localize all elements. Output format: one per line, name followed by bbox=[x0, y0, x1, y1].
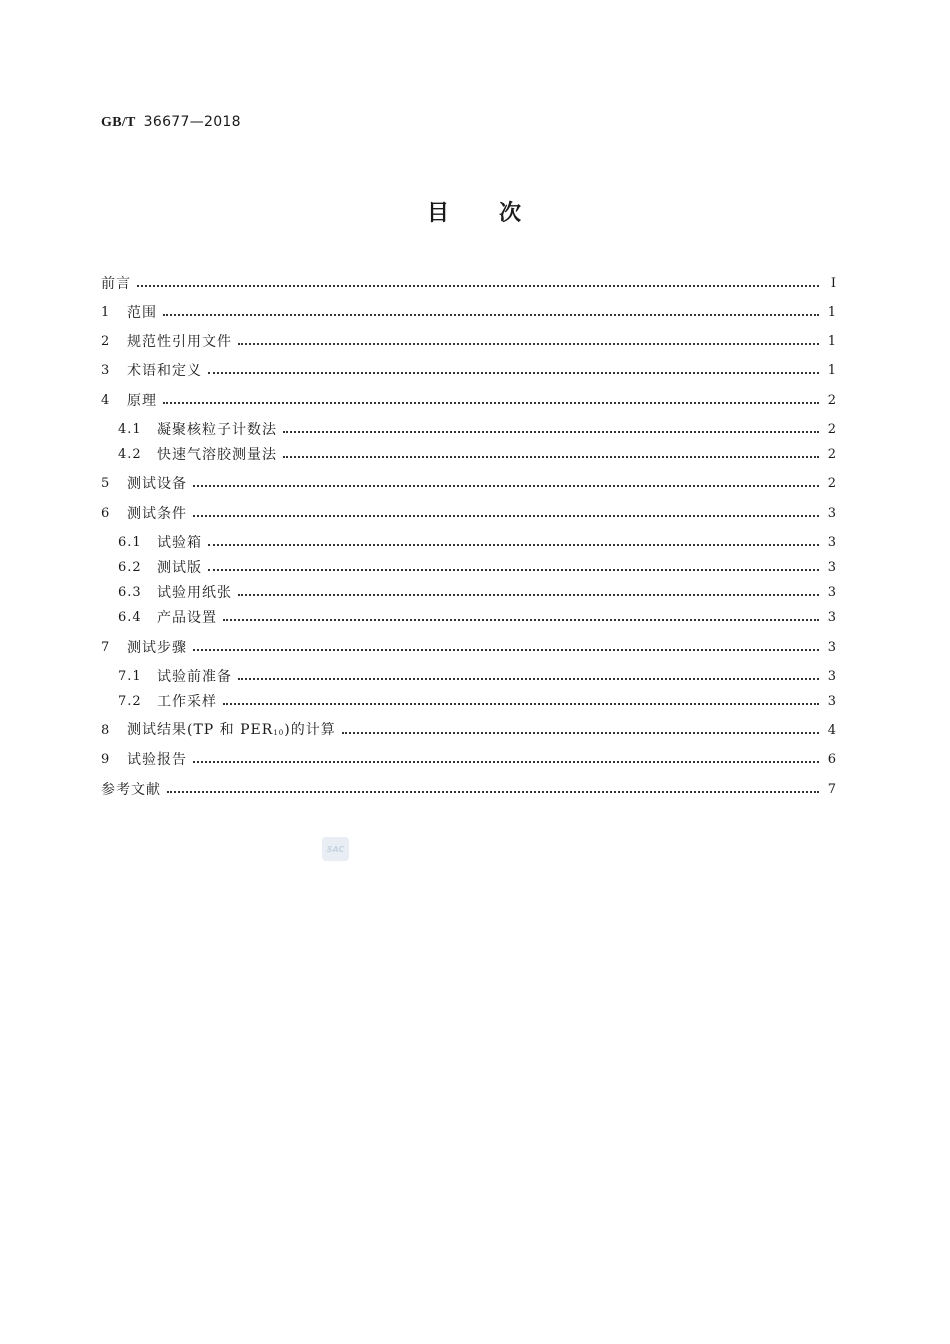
toc-entry[interactable] bbox=[101, 359, 837, 383]
toc-entry-label: 试验报告 bbox=[127, 752, 187, 768]
toc-entry-label: 试验前准备 bbox=[157, 669, 232, 685]
toc-dot-leader bbox=[238, 594, 819, 596]
toc-entry-label: 测试设备 bbox=[127, 476, 187, 492]
standard-code bbox=[101, 114, 241, 131]
toc-entry-page: 3 bbox=[827, 560, 837, 575]
toc-entry-page: 6 bbox=[827, 752, 837, 767]
toc-entry[interactable] bbox=[118, 531, 837, 555]
toc-entry-number: 5 bbox=[101, 476, 111, 491]
toc-entry[interactable] bbox=[101, 301, 837, 325]
toc-entry[interactable] bbox=[101, 389, 837, 413]
toc-entry-page: 3 bbox=[827, 640, 837, 655]
toc-dot-leader bbox=[208, 569, 819, 571]
toc-entry-number: 6.2 bbox=[118, 560, 142, 575]
toc-dot-leader bbox=[163, 314, 819, 316]
title-char-left: 目 bbox=[426, 201, 451, 226]
toc-entry-page: 2 bbox=[827, 422, 837, 437]
toc-entry-label: 测试条件 bbox=[127, 506, 187, 522]
toc-entry[interactable] bbox=[101, 502, 837, 526]
toc-entry-label: 规范性引用文件 bbox=[127, 334, 232, 350]
toc-entry[interactable] bbox=[118, 556, 837, 580]
toc-entry[interactable] bbox=[118, 581, 837, 605]
page-title bbox=[0, 196, 950, 227]
toc-entry[interactable] bbox=[101, 778, 837, 802]
toc-entry-page: 3 bbox=[827, 610, 837, 625]
toc-dot-leader bbox=[208, 372, 819, 374]
toc-entry-number: 7.1 bbox=[118, 669, 142, 684]
title-char-right: 次 bbox=[499, 201, 524, 226]
toc-dot-leader bbox=[342, 732, 819, 734]
standard-number: 36677—2018 bbox=[143, 114, 241, 130]
toc-entry-page: 1 bbox=[827, 334, 837, 349]
toc-entry-number: 9 bbox=[101, 752, 111, 767]
toc-entry-label: 术语和定义 bbox=[127, 363, 202, 379]
toc-entry-page: 1 bbox=[827, 305, 837, 320]
toc-entry-label: 工作采样 bbox=[157, 694, 217, 710]
toc-entry[interactable] bbox=[118, 690, 837, 714]
sac-watermark-logo bbox=[322, 837, 349, 861]
toc-dot-leader bbox=[167, 791, 819, 793]
toc-entry[interactable] bbox=[118, 606, 837, 630]
toc-dot-leader bbox=[283, 456, 819, 458]
toc-dot-leader bbox=[193, 761, 819, 763]
toc-dot-leader bbox=[193, 649, 819, 651]
toc-entry-label: 快速气溶胶测量法 bbox=[157, 447, 277, 463]
toc-dot-leader bbox=[238, 678, 819, 680]
toc-dot-leader bbox=[208, 544, 819, 546]
toc-entry-number: 6.3 bbox=[118, 585, 142, 600]
toc-entry-label: 参考文献 bbox=[101, 782, 161, 798]
toc-dot-leader bbox=[223, 703, 819, 705]
toc-entry-page: 2 bbox=[827, 393, 837, 408]
toc-dot-leader bbox=[193, 515, 819, 517]
toc-entry-page: 1 bbox=[827, 363, 837, 378]
toc-entry-page: Ⅰ bbox=[830, 276, 837, 291]
toc-entry-number: 6.4 bbox=[118, 610, 142, 625]
toc-entry-page: 3 bbox=[827, 669, 837, 684]
toc-entry-number: 4.1 bbox=[118, 422, 142, 437]
toc-entry-label: 凝聚核粒子计数法 bbox=[157, 422, 277, 438]
toc-entry[interactable] bbox=[118, 418, 837, 442]
toc-entry-label: 测试版 bbox=[157, 560, 202, 576]
toc-entry[interactable] bbox=[101, 330, 837, 354]
toc-entry-label: 试验箱 bbox=[157, 535, 202, 551]
toc-entry-page: 3 bbox=[827, 585, 837, 600]
toc-entry-page: 3 bbox=[827, 535, 837, 550]
toc-entry-label bbox=[127, 718, 336, 745]
toc-entry-label: 产品设置 bbox=[157, 610, 217, 626]
toc-entry[interactable] bbox=[101, 636, 837, 660]
toc-entry-page: 2 bbox=[827, 447, 837, 462]
toc-dot-leader bbox=[193, 485, 819, 487]
toc-entry[interactable] bbox=[118, 443, 837, 467]
toc-entry-number: 7.2 bbox=[118, 694, 142, 709]
standard-prefix: GB/T bbox=[101, 115, 136, 130]
toc-entry-number: 4 bbox=[101, 393, 111, 408]
toc-entry-number: 6.1 bbox=[118, 535, 142, 550]
toc-entry-page: 3 bbox=[827, 506, 837, 521]
toc-entry-number: 2 bbox=[101, 334, 111, 349]
toc-entry-number: 3 bbox=[101, 363, 111, 378]
toc-entry-page: 4 bbox=[827, 723, 837, 738]
toc-entry-label-tail: )的计算 bbox=[284, 721, 336, 738]
toc-entry-page: 7 bbox=[827, 782, 837, 797]
toc-entry-number: 7 bbox=[101, 640, 111, 655]
toc-dot-leader bbox=[283, 431, 819, 433]
toc-dot-leader bbox=[137, 285, 819, 287]
toc-entry-label: 范围 bbox=[127, 305, 157, 321]
toc-entry-number: 6 bbox=[101, 506, 111, 521]
toc-dot-leader bbox=[223, 619, 819, 621]
toc-entry-label: 测试步骤 bbox=[127, 640, 187, 656]
toc-entry[interactable] bbox=[118, 665, 837, 689]
toc-entry[interactable] bbox=[101, 719, 837, 743]
toc-entry[interactable] bbox=[101, 748, 837, 772]
toc-entry-label: 试验用纸张 bbox=[157, 585, 232, 601]
toc-entry-label: 前言 bbox=[101, 276, 131, 292]
watermark-text: SAC bbox=[326, 844, 345, 854]
toc-entry-page: 3 bbox=[827, 694, 837, 709]
toc-entry-label: 原理 bbox=[127, 393, 157, 409]
toc-entry-number: 4.2 bbox=[118, 447, 142, 462]
toc-entry-label-main: 测试结果(TP 和 PER bbox=[127, 721, 274, 738]
toc-entry-number: 1 bbox=[101, 305, 111, 320]
toc-entry-label-subscript: 10 bbox=[273, 728, 285, 737]
toc-entry[interactable] bbox=[101, 272, 837, 296]
toc-entry[interactable] bbox=[101, 472, 837, 496]
toc-dot-leader bbox=[238, 343, 819, 345]
toc-entry-page: 2 bbox=[827, 476, 837, 491]
toc-entry-number: 8 bbox=[101, 723, 111, 738]
toc-dot-leader bbox=[163, 402, 819, 404]
